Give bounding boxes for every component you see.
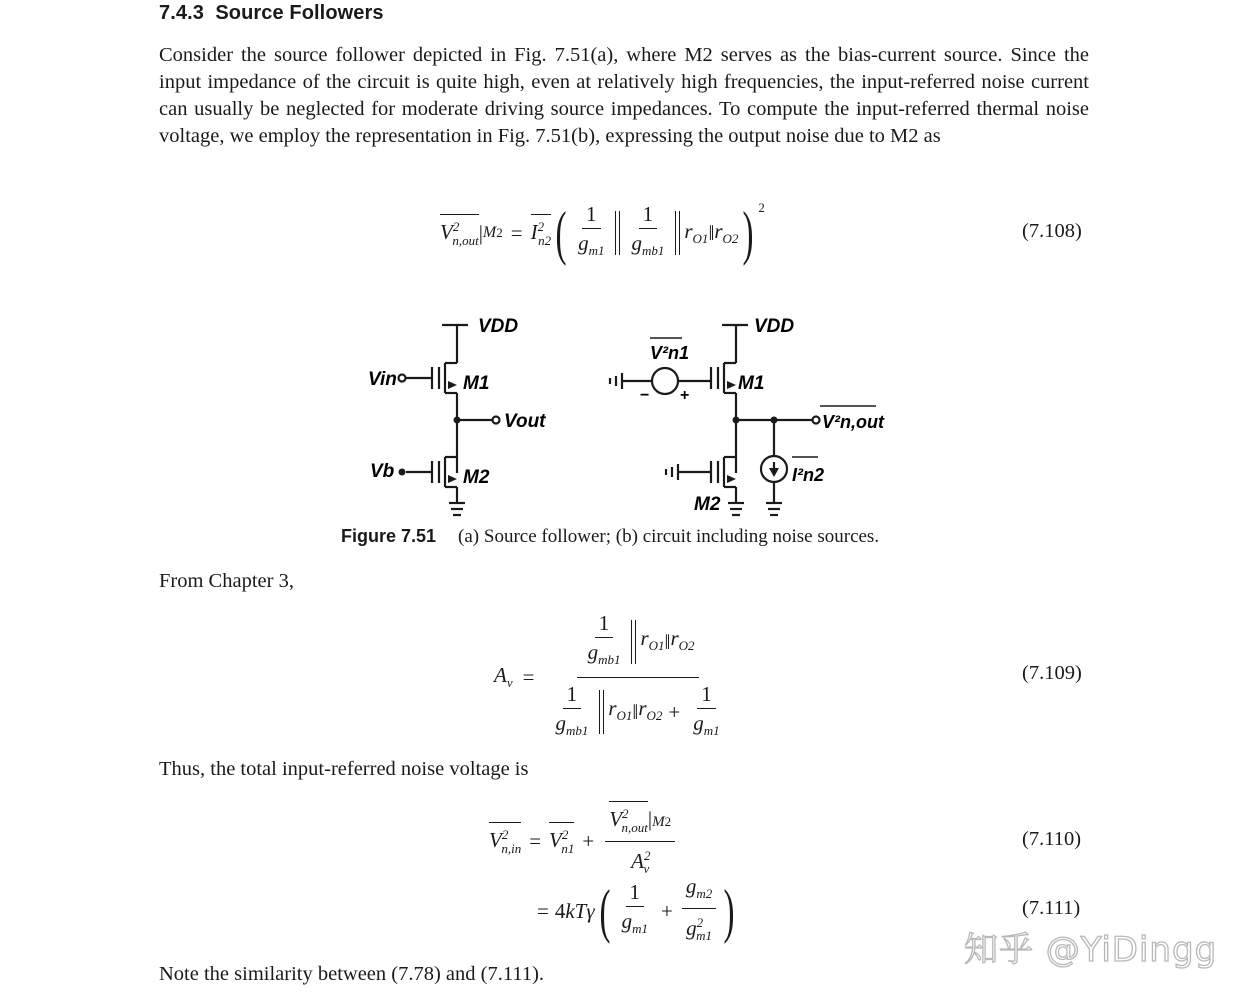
section-title: Source Followers (215, 2, 384, 24)
section-number: 7.4.3 (159, 2, 204, 24)
eq-number-7-110: (7.110) (1022, 828, 1082, 850)
equation-7-110: $V^2_{n,in}$ = $V^2_{n1}$ + $\frac{V^2_{n,out}|M2}{A^2_v}$ (489, 806, 678, 876)
label-m1-left: M1 (463, 373, 490, 394)
label-vout: Vout (504, 411, 546, 432)
label-vb: Vb (370, 461, 395, 482)
figure-caption (341, 526, 879, 548)
thus-paragraph: Thus, the total input-referred noise voltage is (159, 758, 529, 780)
figure-7-51-circuits (360, 305, 890, 525)
intro-paragraph: Consider the source follower depicted in Fig. 7.51(a), where M2 serves as the bias-current source. Since the input impedance of the circuit is quite high, even at relatively high frequencies, the input-referred noise current can usually be neglected for moderate driving source impedances. To compute the input-referred thermal noise voltage, we employ the representation in Fig. 7.51(b), expressing the output noise due to M2 as (159, 44, 1089, 147)
label-m2-left: M2 (463, 467, 490, 488)
section-heading (159, 2, 384, 25)
label-vdd-right: VDD (754, 316, 795, 337)
right-circuit-dots (727, 381, 779, 483)
eq-number-7-108: (7.108) (1022, 220, 1082, 242)
label-m2-right: M2 (694, 494, 721, 515)
label-vdd-left: VDD (478, 316, 519, 337)
figure-label: Figure 7.51 (341, 526, 437, 546)
label-minus: − (640, 387, 650, 404)
label-plus: + (680, 387, 690, 404)
eq-number-7-109: (7.109) (1022, 662, 1082, 684)
equation-7-109: $A_v$ = $\frac{1}{g_{mb1}}$ $r_{O1}$ ‖ $r_{O2}$ $\frac{1}{g_{mb1}}$ $r_{O1}$ ‖ $r_{O2}$ + $\frac{1}{g_{m1}}$ (494, 611, 720, 738)
eq-number-7-111: (7.111) (1022, 897, 1081, 919)
label-vnout: V²n,out (822, 412, 884, 432)
label-in2: I²n2 (792, 465, 825, 485)
label-vn1: V²n1 (650, 343, 690, 363)
figure-caption-text: (a) Source follower; (b) circuit including noise sources. (458, 526, 880, 547)
equation-7-111: = 4 kTγ ( $\frac{1}{g_{m1}}$ + $\frac{g_{m2}}{g^2_{m1}}$ ) (537, 873, 735, 944)
from-chapter-paragraph: From Chapter 3, (159, 570, 294, 592)
watermark: 知乎 @YiDingg (964, 930, 1218, 970)
label-m1-right: M1 (738, 373, 765, 394)
label-vin: Vin (368, 369, 397, 390)
left-circuit-dots (399, 381, 461, 483)
note-paragraph: Note the similarity between (7.78) and (7.111). (159, 963, 545, 985)
equation-7-108: $V^2_{n,out}$ | M 2 = $I^2_{n2}$ ( $\frac{1}{g_{m1}}$ $\frac{1}{g_{mb1}}$ $r_{O1}$ ‖ $r_{O2}$ ) $^2$ (440, 200, 765, 266)
